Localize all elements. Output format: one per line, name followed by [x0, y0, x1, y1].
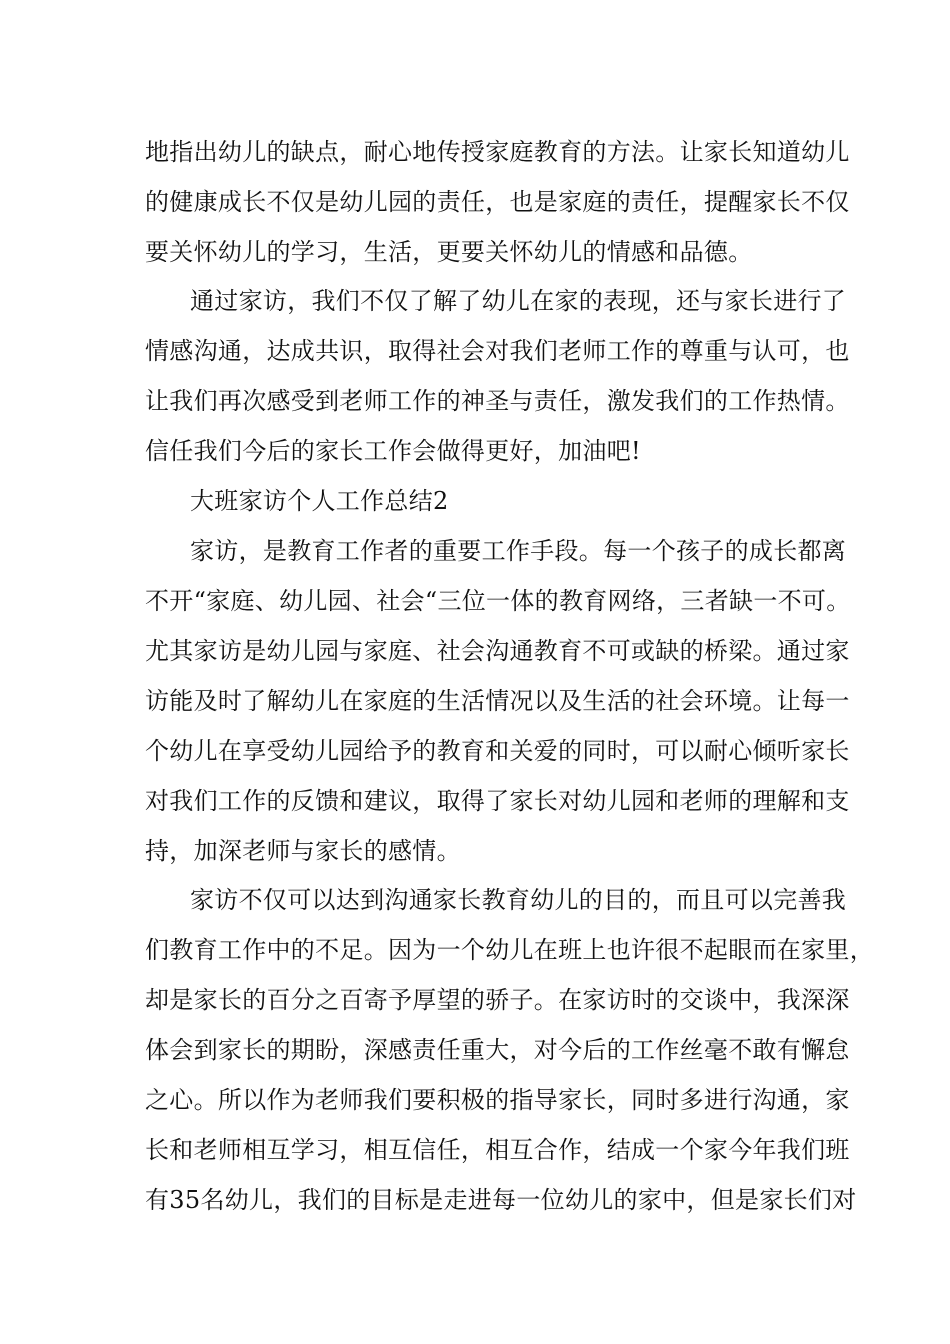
text-line: 持，加深老师与家长的感情。 — [145, 837, 461, 865]
text-line: 却是家长的百分之百寄予厚望的骄子。在家访时的交谈中，我深深 — [145, 986, 850, 1014]
paragraph-first-line: 家访，是教育工作者的重要工作手段。每一个孩子的成长都离 — [190, 537, 847, 565]
paragraph-first-line: 家访不仅可以达到沟通家长教育幼儿的目的，而且可以完善我 — [190, 886, 847, 914]
text-line: 对我们工作的反馈和建议，取得了家长对幼儿园和老师的理解和支 — [145, 787, 850, 815]
text-line: 个幼儿在享受幼儿园给予的教育和关爱的同时，可以耐心倾听家长 — [145, 737, 850, 765]
text-line: 有35名幼儿，我们的目标是走进每一位幼儿的家中，但是家长们对 — [145, 1186, 857, 1214]
text-line: 要关怀幼儿的学习，生活，更要关怀幼儿的情感和品德。 — [145, 238, 753, 266]
paragraph-first-line: 通过家访，我们不仅了解了幼儿在家的表现，还与家长进行了 — [190, 287, 847, 315]
text-line: 们教育工作中的不足。因为一个幼儿在班上也许很不起眼而在家里， — [145, 936, 874, 964]
text-line: 尤其家访是幼儿园与家庭、社会沟通教育不可或缺的桥梁。通过家 — [145, 637, 850, 665]
text-line: 地指出幼儿的缺点，耐心地传授家庭教育的方法。让家长知道幼儿 — [145, 138, 850, 166]
section-heading: 大班家访个人工作总结2 — [190, 487, 449, 515]
text-line: 让我们再次感受到老师工作的神圣与责任，激发我们的工作热情。 — [145, 387, 850, 415]
text-line: 信任我们今后的家长工作会做得更好，加油吧! — [145, 437, 641, 465]
text-line: 不开“家庭、幼儿园、社会“三位一体的教育网络，三者缺一不可。 — [145, 587, 851, 615]
text-line: 情感沟通，达成共识，取得社会对我们老师工作的尊重与认可，也 — [145, 337, 850, 365]
text-line: 长和老师相互学习，相互信任，相互合作，结成一个家今年我们班 — [145, 1136, 850, 1164]
text-line: 的健康成长不仅是幼儿园的责任，也是家庭的责任，提醒家长不仅 — [145, 188, 850, 216]
text-line: 之心。所以作为老师我们要积极的指导家长，同时多进行沟通，家 — [145, 1086, 850, 1114]
text-line: 访能及时了解幼儿在家庭的生活情况以及生活的社会环境。让每一 — [145, 687, 850, 715]
text-line: 体会到家长的期盼，深感责任重大，对今后的工作丝毫不敢有懈怠 — [145, 1036, 850, 1064]
